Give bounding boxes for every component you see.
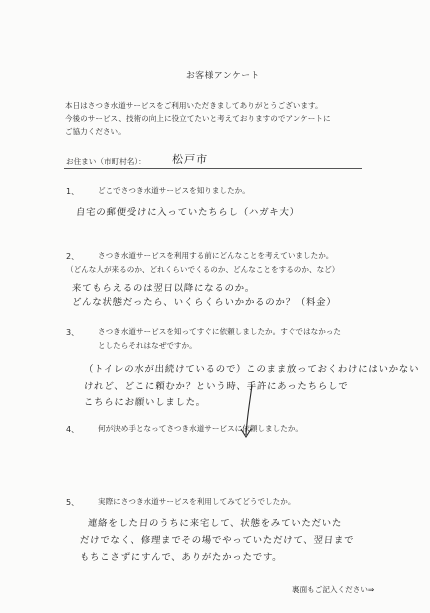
- question-5-answer-line-2: だけでなく、修理までその場でやっていただけて、翌日まで: [79, 535, 355, 546]
- question-5-answer-line-1: 連絡をした日のうちに来宅して、状態をみていただいた: [87, 518, 343, 529]
- question-5-number: 5、: [66, 498, 80, 507]
- question-4-text: 何が決め手となってさつき水道サービスに依頼しましたか。: [98, 424, 304, 433]
- question-5-answer-line-3: もちこさずにすんで、ありがたかったです。: [79, 552, 283, 563]
- footer-note: 裏面もご記入ください⇒: [292, 585, 375, 594]
- question-2-text-line-1: さつき水道サービスを利用する前にどんなことを考えていましたか。: [98, 251, 334, 260]
- question-3-text-line-1: さつき水道サービスを知ってすぐに依頼しましたか。すぐではなかった: [98, 327, 341, 336]
- question-1-number: 1、: [66, 187, 80, 196]
- question-3-answer-line-2: けれど、どこに頼むか？という時、手許にあったちらしで: [83, 381, 349, 392]
- question-2-answer-line-2: どんな状態だったら、いくらくらいかかるのか？（料金）: [71, 297, 337, 308]
- address-label: お住まい（市町村名）：: [66, 157, 146, 166]
- question-3-number: 3、: [66, 328, 80, 337]
- question-2-number: 2、: [66, 252, 80, 261]
- question-2-answer-line-1: 来てもらえるのは翌日以降になるのか。: [71, 283, 256, 294]
- address-underline: [64, 168, 362, 169]
- question-3-text-line-2: としたらそれはなぜですか。: [98, 341, 197, 350]
- question-4-number: 4、: [66, 425, 80, 434]
- question-1-answer: 自宅の郵便受けに入っていたちらし（ハガキ大）: [75, 207, 301, 218]
- intro-line-3: ご協力ください。: [65, 127, 126, 136]
- form-title: お客様アンケート: [186, 71, 260, 81]
- question-2-text-line-2: （どんな人が来るのか、どれくらいでくるのか、どんなことをするのか、など）: [66, 265, 340, 274]
- arrow-annotation-icon: [236, 383, 260, 443]
- intro-line-2: 今後のサービス、技術の向上に役立てたいと考えておりますのでアンケートに: [65, 114, 331, 123]
- address-answer: 松戸市: [171, 153, 209, 166]
- question-5-text: 実際にさつき水道サービスを利用してみてどうでしたか。: [98, 497, 296, 506]
- question-3-answer-line-3: こちらにお願いしました。: [83, 397, 207, 408]
- question-1-text: どこでさつき水道サービスを知りましたか。: [98, 186, 250, 195]
- intro-line-1: 本日はさつき水道サービスをご利用いただきましてありがとうございます。: [65, 101, 323, 110]
- question-3-answer-line-1: （トイレの水が出続けているので）このまま放っておくわけにはいかない: [83, 364, 420, 375]
